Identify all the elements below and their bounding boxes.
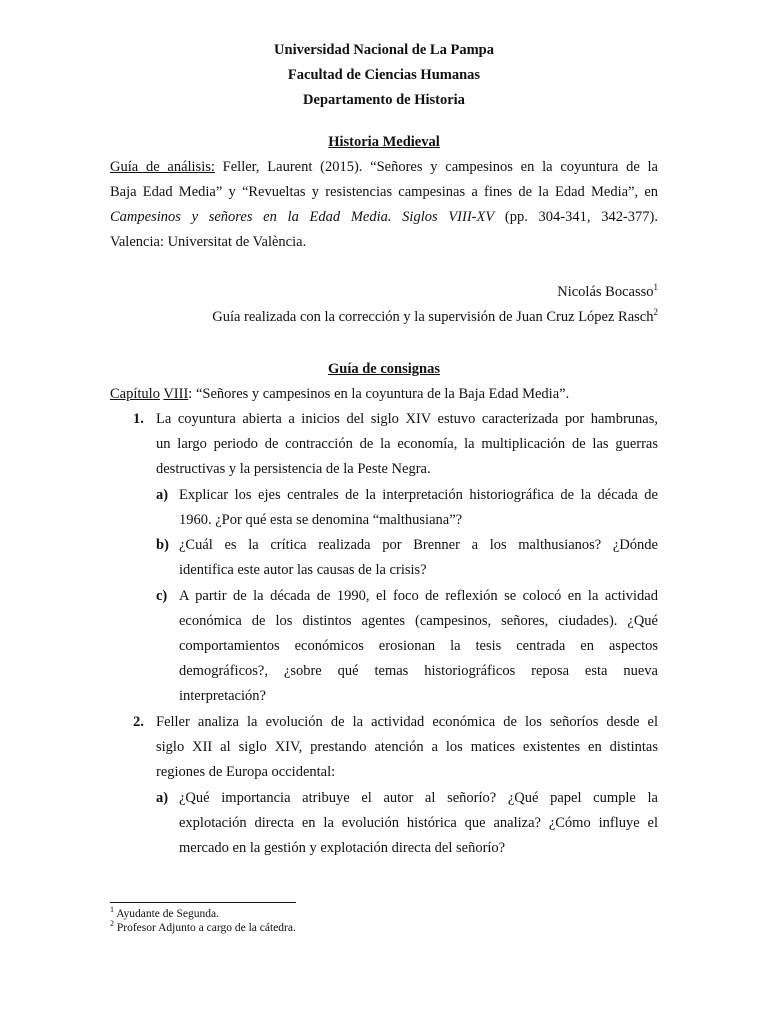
question-1a-letter: a) [156, 487, 169, 503]
analysis-guide-line-1-text: Feller, Laurent (2015). “Señores y campesinos en la coyuntura de la [214, 159, 658, 175]
author-footnote-mark: 1 [653, 282, 658, 293]
department-name: Departamento de Historia [303, 92, 465, 108]
question-1c-line-3: comportamientos económicos erosionan la tesis centrada en aspectos [179, 638, 658, 654]
supervision-text: Guía realizada con la corrección y la supervisión de Juan Cruz López Rasch [212, 309, 654, 325]
question-2a-line-3: mercado en la gestión y explotación directa del señorío? [179, 840, 506, 856]
question-1-number: 1. [133, 411, 144, 427]
question-1-line-3: destructivas y la persistencia de la Peste Negra. [156, 461, 431, 477]
footnote-1-text: Ayudante de Segunda. [116, 908, 219, 920]
chapter-line [110, 386, 569, 403]
question-2a-line-1: ¿Qué importancia atribuye el autor al señorío? ¿Qué papel cumple la [179, 790, 658, 806]
question-1b-line-2: identifica este autor las causas de la crisis? [179, 562, 427, 578]
question-1-line-2: un largo periodo de contracción de la economía, la multiplicación de las guerras [156, 436, 658, 452]
question-2a-letter: a) [156, 790, 169, 806]
question-1b-letter: b) [156, 537, 169, 553]
question-1c-line-2: económica de los distintos agentes (campesinos, señores, ciudades). ¿Qué [179, 613, 658, 629]
supervision-footnote-mark: 2 [653, 307, 658, 318]
footnote-2-text: Profesor Adjunto a cargo de la cátedra. [116, 922, 296, 934]
question-2a-line-2: explotación directa en la evolución histórica que analiza? ¿Cómo influye el [179, 815, 658, 831]
question-2-line-2: siglo XII al siglo XIV, prestando atención a los matices existentes en distintas [156, 739, 658, 755]
footnote-separator [110, 902, 296, 903]
question-1c-line-4: demográficos?, ¿sobre qué temas historiográficos reposa esta nueva [179, 663, 658, 679]
university-name: Universidad Nacional de La Pampa [274, 42, 494, 58]
analysis-guide-line-1 [110, 159, 658, 176]
section-title [0, 361, 768, 378]
chapter-label: Capítulo [110, 386, 160, 402]
book-title: Campesinos y señores en la Edad Media. Siglos VIII-XV [110, 209, 495, 225]
question-1b-line-1: ¿Cuál es la crítica realizada por Brenner a los malthusianos? ¿Dónde [179, 537, 658, 553]
question-2-number: 2. [133, 714, 144, 730]
question-1a-line-1: Explicar los ejes centrales de la interpretación historiográfica de la década de [179, 487, 658, 503]
footnote-1 [110, 905, 219, 920]
question-1c-line-1: A partir de la década de 1990, el foco de reflexión se colocó en la actividad [179, 588, 658, 604]
chapter-title: : “Señores y campesinos en la coyuntura de la Baja Edad Media”. [188, 386, 570, 402]
author-name: Nicolás Bocasso [557, 284, 654, 300]
analysis-guide-line-2: Baja Edad Media” y “Revueltas y resistencias campesinas a fines de la Edad Media”, en [110, 184, 658, 200]
footnote-2-mark: 2 [110, 919, 114, 929]
author-credit [557, 284, 658, 301]
question-2-line-1: Feller analiza la evolución de la actividad económica de los señoríos desde el [156, 714, 658, 730]
footnote-1-mark: 1 [110, 905, 114, 915]
analysis-guide-pages: (pp. 304-341, 342-377). [494, 209, 658, 225]
course-title [0, 134, 768, 151]
footnote-2 [110, 919, 296, 934]
chapter-number: VIII [163, 386, 189, 402]
faculty-name: Facultad de Ciencias Humanas [287, 67, 481, 83]
analysis-guide-label: Guía de análisis: [110, 159, 215, 175]
question-1c-line-5: interpretación? [179, 688, 266, 704]
supervision-credit [212, 309, 658, 326]
analysis-guide-line-3 [110, 209, 658, 226]
question-1-line-1: La coyuntura abierta a inicios del siglo XIV estuvo caracterizada por hambrunas, [156, 411, 658, 427]
question-1a-line-2: 1960. ¿Por qué esta se denomina “malthusiana”? [179, 512, 463, 528]
analysis-guide-line-4: Valencia: Universitat de València. [110, 234, 307, 250]
section-title-text: Guía de consignas [328, 361, 440, 377]
course-title-text: Historia Medieval [328, 134, 440, 150]
question-2-line-3: regiones de Europa occidental: [156, 764, 336, 780]
question-1c-letter: c) [156, 588, 168, 604]
